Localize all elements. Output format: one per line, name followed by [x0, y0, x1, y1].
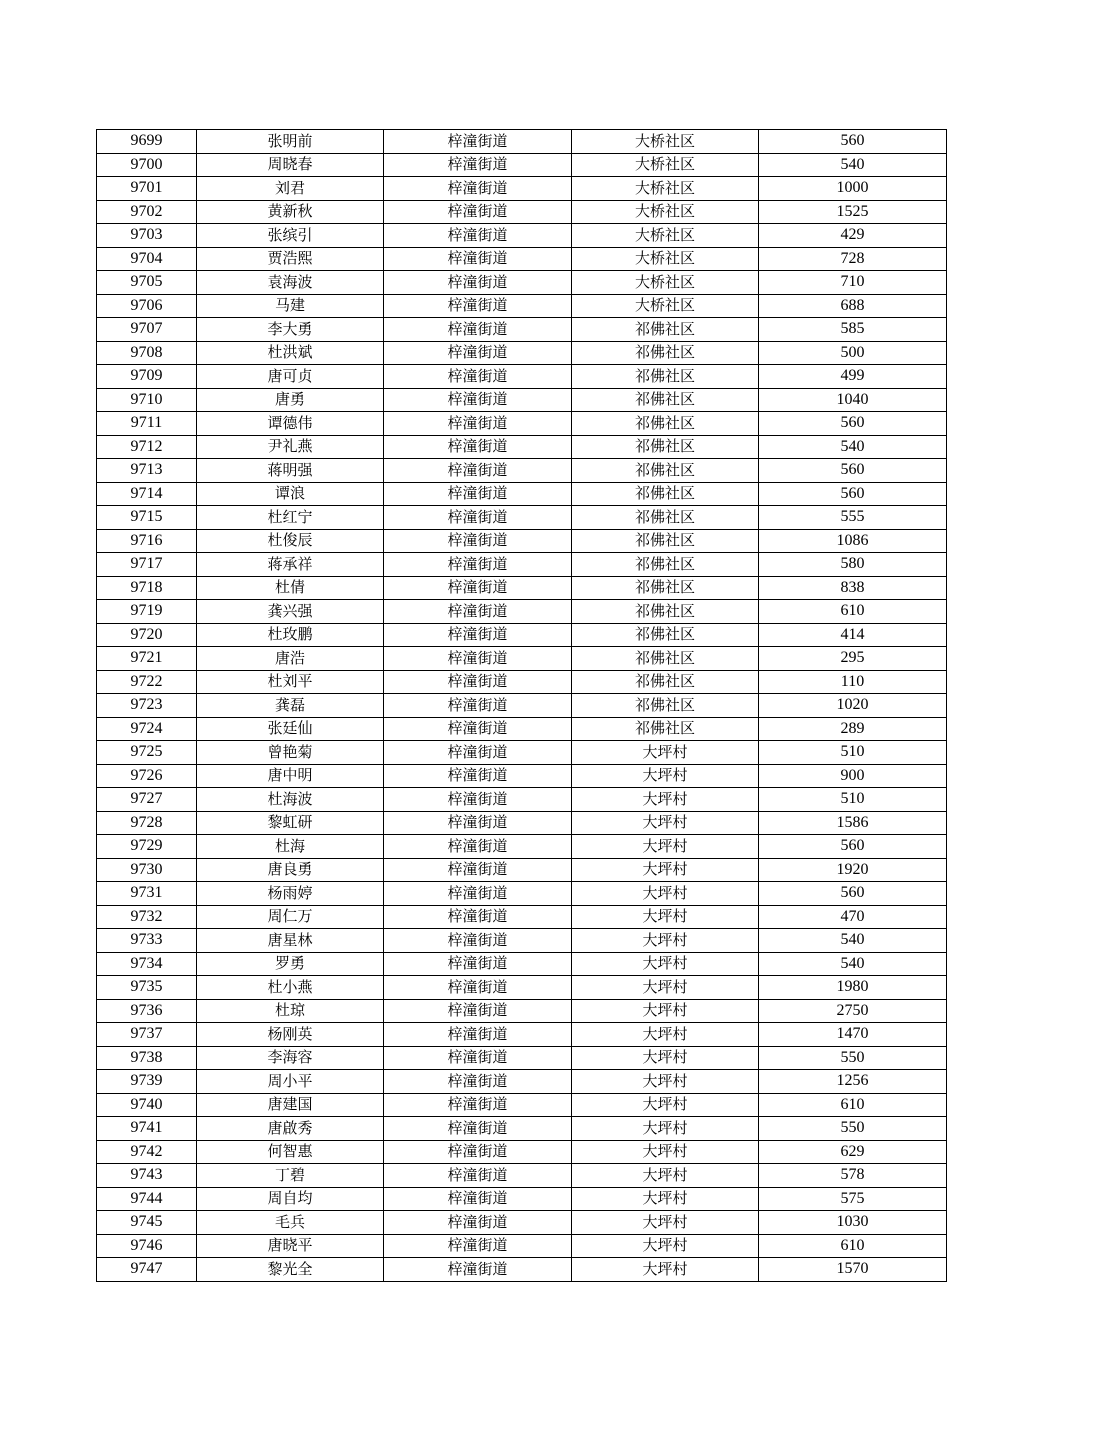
row-number-cell: 9731: [97, 882, 197, 906]
table-row: [97, 929, 947, 953]
row-number-cell: 9705: [97, 271, 197, 295]
data-table: [96, 129, 947, 1282]
street-cell: 梓潼街道: [384, 1093, 572, 1117]
table-row: [97, 905, 947, 929]
table-row: [97, 529, 947, 553]
street-cell: 梓潼街道: [384, 200, 572, 224]
street-cell: 梓潼街道: [384, 1234, 572, 1258]
community-cell: 大坪村: [572, 882, 759, 906]
table-row: [97, 788, 947, 812]
table-row: [97, 1258, 947, 1282]
street-cell: 梓潼街道: [384, 1258, 572, 1282]
street-cell: 梓潼街道: [384, 153, 572, 177]
name-cell: 蒋明强: [197, 459, 384, 483]
name-cell: 杜海波: [197, 788, 384, 812]
table-row: [97, 224, 947, 248]
name-cell: 张明前: [197, 130, 384, 154]
name-cell: 周仁万: [197, 905, 384, 929]
street-cell: 梓潼街道: [384, 1046, 572, 1070]
community-cell: 祁佛社区: [572, 576, 759, 600]
community-cell: 大坪村: [572, 858, 759, 882]
amount-cell: 560: [759, 835, 947, 859]
community-cell: 大坪村: [572, 1258, 759, 1282]
community-cell: 祁佛社区: [572, 412, 759, 436]
amount-cell: 540: [759, 929, 947, 953]
amount-cell: 578: [759, 1164, 947, 1188]
row-number-cell: 9728: [97, 811, 197, 835]
community-cell: 大桥社区: [572, 271, 759, 295]
amount-cell: 629: [759, 1140, 947, 1164]
amount-cell: 1040: [759, 388, 947, 412]
street-cell: 梓潼街道: [384, 882, 572, 906]
name-cell: 谭德伟: [197, 412, 384, 436]
amount-cell: 110: [759, 670, 947, 694]
name-cell: 唐可贞: [197, 365, 384, 389]
table-row: [97, 694, 947, 718]
amount-cell: 500: [759, 341, 947, 365]
name-cell: 唐建国: [197, 1093, 384, 1117]
amount-cell: 580: [759, 553, 947, 577]
amount-cell: 1086: [759, 529, 947, 553]
row-number-cell: 9735: [97, 976, 197, 1000]
community-cell: 大坪村: [572, 1164, 759, 1188]
row-number-cell: 9713: [97, 459, 197, 483]
community-cell: 祁佛社区: [572, 506, 759, 530]
table-row: [97, 1023, 947, 1047]
street-cell: 梓潼街道: [384, 811, 572, 835]
street-cell: 梓潼街道: [384, 647, 572, 671]
community-cell: 大坪村: [572, 1187, 759, 1211]
name-cell: 杜小燕: [197, 976, 384, 1000]
street-cell: 梓潼街道: [384, 1187, 572, 1211]
name-cell: 唐勇: [197, 388, 384, 412]
row-number-cell: 9730: [97, 858, 197, 882]
community-cell: 祁佛社区: [572, 482, 759, 506]
table-row: [97, 882, 947, 906]
community-cell: 大坪村: [572, 952, 759, 976]
name-cell: 杨雨婷: [197, 882, 384, 906]
name-cell: 黄新秋: [197, 200, 384, 224]
row-number-cell: 9733: [97, 929, 197, 953]
name-cell: 唐星林: [197, 929, 384, 953]
amount-cell: 289: [759, 717, 947, 741]
street-cell: 梓潼街道: [384, 318, 572, 342]
street-cell: 梓潼街道: [384, 294, 572, 318]
name-cell: 杜红宁: [197, 506, 384, 530]
table-row: [97, 717, 947, 741]
amount-cell: 575: [759, 1187, 947, 1211]
community-cell: 大桥社区: [572, 224, 759, 248]
street-cell: 梓潼街道: [384, 1211, 572, 1235]
street-cell: 梓潼街道: [384, 952, 572, 976]
community-cell: 祁佛社区: [572, 365, 759, 389]
community-cell: 祁佛社区: [572, 435, 759, 459]
community-cell: 大桥社区: [572, 247, 759, 271]
name-cell: 唐良勇: [197, 858, 384, 882]
table-row: [97, 764, 947, 788]
name-cell: 蒋承祥: [197, 553, 384, 577]
community-cell: 祁佛社区: [572, 717, 759, 741]
name-cell: 杜洪斌: [197, 341, 384, 365]
row-number-cell: 9736: [97, 999, 197, 1023]
table-row: [97, 553, 947, 577]
amount-cell: 2750: [759, 999, 947, 1023]
street-cell: 梓潼街道: [384, 999, 572, 1023]
row-number-cell: 9706: [97, 294, 197, 318]
table-row: [97, 482, 947, 506]
row-number-cell: 9707: [97, 318, 197, 342]
table-row: [97, 1187, 947, 1211]
street-cell: 梓潼街道: [384, 905, 572, 929]
street-cell: 梓潼街道: [384, 623, 572, 647]
community-cell: 祁佛社区: [572, 647, 759, 671]
amount-cell: 470: [759, 905, 947, 929]
row-number-cell: 9700: [97, 153, 197, 177]
row-number-cell: 9708: [97, 341, 197, 365]
amount-cell: 728: [759, 247, 947, 271]
table-row: [97, 576, 947, 600]
table-row: [97, 412, 947, 436]
name-cell: 张廷仙: [197, 717, 384, 741]
community-cell: 大坪村: [572, 1070, 759, 1094]
amount-cell: 540: [759, 952, 947, 976]
amount-cell: 585: [759, 318, 947, 342]
community-cell: 祁佛社区: [572, 670, 759, 694]
amount-cell: 414: [759, 623, 947, 647]
community-cell: 祁佛社区: [572, 341, 759, 365]
row-number-cell: 9719: [97, 600, 197, 624]
table-row: [97, 1211, 947, 1235]
row-number-cell: 9703: [97, 224, 197, 248]
street-cell: 梓潼街道: [384, 412, 572, 436]
amount-cell: 1586: [759, 811, 947, 835]
name-cell: 黎光全: [197, 1258, 384, 1282]
street-cell: 梓潼街道: [384, 835, 572, 859]
row-number-cell: 9704: [97, 247, 197, 271]
table-row: [97, 600, 947, 624]
row-number-cell: 9725: [97, 741, 197, 765]
name-cell: 谭浪: [197, 482, 384, 506]
row-number-cell: 9747: [97, 1258, 197, 1282]
community-cell: 祁佛社区: [572, 694, 759, 718]
row-number-cell: 9729: [97, 835, 197, 859]
name-cell: 唐浩: [197, 647, 384, 671]
street-cell: 梓潼街道: [384, 506, 572, 530]
amount-cell: 429: [759, 224, 947, 248]
amount-cell: 610: [759, 600, 947, 624]
street-cell: 梓潼街道: [384, 271, 572, 295]
community-cell: 大坪村: [572, 1117, 759, 1141]
name-cell: 罗勇: [197, 952, 384, 976]
community-cell: 大坪村: [572, 835, 759, 859]
row-number-cell: 9742: [97, 1140, 197, 1164]
name-cell: 周自均: [197, 1187, 384, 1211]
name-cell: 张缤引: [197, 224, 384, 248]
community-cell: 祁佛社区: [572, 459, 759, 483]
street-cell: 梓潼街道: [384, 459, 572, 483]
table-row: [97, 388, 947, 412]
row-number-cell: 9723: [97, 694, 197, 718]
community-cell: 大坪村: [572, 1023, 759, 1047]
community-cell: 大坪村: [572, 1211, 759, 1235]
amount-cell: 1470: [759, 1023, 947, 1047]
community-cell: 大坪村: [572, 1140, 759, 1164]
amount-cell: 610: [759, 1234, 947, 1258]
amount-cell: 560: [759, 412, 947, 436]
street-cell: 梓潼街道: [384, 435, 572, 459]
street-cell: 梓潼街道: [384, 130, 572, 154]
amount-cell: 688: [759, 294, 947, 318]
amount-cell: 560: [759, 130, 947, 154]
amount-cell: 510: [759, 741, 947, 765]
table-row: [97, 1234, 947, 1258]
row-number-cell: 9715: [97, 506, 197, 530]
community-cell: 祁佛社区: [572, 600, 759, 624]
street-cell: 梓潼街道: [384, 388, 572, 412]
name-cell: 李大勇: [197, 318, 384, 342]
community-cell: 大坪村: [572, 1046, 759, 1070]
community-cell: 祁佛社区: [572, 318, 759, 342]
amount-cell: 560: [759, 882, 947, 906]
name-cell: 毛兵: [197, 1211, 384, 1235]
table-row: [97, 952, 947, 976]
table-row: [97, 247, 947, 271]
name-cell: 龚兴强: [197, 600, 384, 624]
name-cell: 唐中明: [197, 764, 384, 788]
row-number-cell: 9712: [97, 435, 197, 459]
community-cell: 大坪村: [572, 788, 759, 812]
row-number-cell: 9721: [97, 647, 197, 671]
table-row: [97, 1117, 947, 1141]
street-cell: 梓潼街道: [384, 177, 572, 201]
community-cell: 祁佛社区: [572, 388, 759, 412]
row-number-cell: 9717: [97, 553, 197, 577]
street-cell: 梓潼街道: [384, 553, 572, 577]
table-body: [97, 130, 947, 1282]
row-number-cell: 9743: [97, 1164, 197, 1188]
amount-cell: 1525: [759, 200, 947, 224]
row-number-cell: 9714: [97, 482, 197, 506]
amount-cell: 1030: [759, 1211, 947, 1235]
name-cell: 李海容: [197, 1046, 384, 1070]
amount-cell: 838: [759, 576, 947, 600]
street-cell: 梓潼街道: [384, 976, 572, 1000]
name-cell: 刘君: [197, 177, 384, 201]
amount-cell: 540: [759, 435, 947, 459]
table-row: [97, 623, 947, 647]
row-number-cell: 9711: [97, 412, 197, 436]
table-row: [97, 294, 947, 318]
amount-cell: 560: [759, 459, 947, 483]
name-cell: 周晓春: [197, 153, 384, 177]
community-cell: 大桥社区: [572, 177, 759, 201]
table-row: [97, 153, 947, 177]
row-number-cell: 9724: [97, 717, 197, 741]
amount-cell: 1570: [759, 1258, 947, 1282]
street-cell: 梓潼街道: [384, 224, 572, 248]
amount-cell: 540: [759, 153, 947, 177]
street-cell: 梓潼街道: [384, 600, 572, 624]
table-row: [97, 835, 947, 859]
name-cell: 曾艳菊: [197, 741, 384, 765]
amount-cell: 710: [759, 271, 947, 295]
street-cell: 梓潼街道: [384, 670, 572, 694]
community-cell: 大坪村: [572, 811, 759, 835]
row-number-cell: 9734: [97, 952, 197, 976]
name-cell: 杜琼: [197, 999, 384, 1023]
street-cell: 梓潼街道: [384, 1164, 572, 1188]
community-cell: 大坪村: [572, 999, 759, 1023]
row-number-cell: 9710: [97, 388, 197, 412]
table-row: [97, 271, 947, 295]
name-cell: 杜玫鹏: [197, 623, 384, 647]
name-cell: 尹礼燕: [197, 435, 384, 459]
table-row: [97, 1164, 947, 1188]
name-cell: 袁海波: [197, 271, 384, 295]
row-number-cell: 9718: [97, 576, 197, 600]
community-cell: 大坪村: [572, 741, 759, 765]
amount-cell: 550: [759, 1117, 947, 1141]
name-cell: 唐晓平: [197, 1234, 384, 1258]
row-number-cell: 9738: [97, 1046, 197, 1070]
amount-cell: 510: [759, 788, 947, 812]
street-cell: 梓潼街道: [384, 741, 572, 765]
table-row: [97, 177, 947, 201]
row-number-cell: 9727: [97, 788, 197, 812]
table-row: [97, 858, 947, 882]
street-cell: 梓潼街道: [384, 482, 572, 506]
table-row: [97, 318, 947, 342]
amount-cell: 560: [759, 482, 947, 506]
table-row: [97, 647, 947, 671]
row-number-cell: 9701: [97, 177, 197, 201]
community-cell: 祁佛社区: [572, 553, 759, 577]
amount-cell: 610: [759, 1093, 947, 1117]
name-cell: 杜海: [197, 835, 384, 859]
street-cell: 梓潼街道: [384, 576, 572, 600]
street-cell: 梓潼街道: [384, 929, 572, 953]
street-cell: 梓潼街道: [384, 694, 572, 718]
amount-cell: 1020: [759, 694, 947, 718]
community-cell: 大桥社区: [572, 294, 759, 318]
name-cell: 龚磊: [197, 694, 384, 718]
street-cell: 梓潼街道: [384, 717, 572, 741]
name-cell: 杜俊辰: [197, 529, 384, 553]
row-number-cell: 9737: [97, 1023, 197, 1047]
community-cell: 大坪村: [572, 976, 759, 1000]
name-cell: 杜倩: [197, 576, 384, 600]
row-number-cell: 9741: [97, 1117, 197, 1141]
community-cell: 大坪村: [572, 905, 759, 929]
name-cell: 周小平: [197, 1070, 384, 1094]
row-number-cell: 9726: [97, 764, 197, 788]
row-number-cell: 9739: [97, 1070, 197, 1094]
row-number-cell: 9740: [97, 1093, 197, 1117]
amount-cell: 900: [759, 764, 947, 788]
table-row: [97, 435, 947, 459]
street-cell: 梓潼街道: [384, 1117, 572, 1141]
amount-cell: 555: [759, 506, 947, 530]
row-number-cell: 9722: [97, 670, 197, 694]
amount-cell: 550: [759, 1046, 947, 1070]
name-cell: 何智惠: [197, 1140, 384, 1164]
name-cell: 唐啟秀: [197, 1117, 384, 1141]
row-number-cell: 9745: [97, 1211, 197, 1235]
table-row: [97, 459, 947, 483]
community-cell: 大桥社区: [572, 130, 759, 154]
row-number-cell: 9702: [97, 200, 197, 224]
street-cell: 梓潼街道: [384, 341, 572, 365]
name-cell: 马建: [197, 294, 384, 318]
table-row: [97, 999, 947, 1023]
table-row: [97, 976, 947, 1000]
community-cell: 祁佛社区: [572, 529, 759, 553]
amount-cell: 1980: [759, 976, 947, 1000]
table-row: [97, 1093, 947, 1117]
table-row: [97, 670, 947, 694]
community-cell: 大坪村: [572, 929, 759, 953]
table-row: [97, 1070, 947, 1094]
name-cell: 丁碧: [197, 1164, 384, 1188]
table-row: [97, 365, 947, 389]
row-number-cell: 9709: [97, 365, 197, 389]
table-row: [97, 341, 947, 365]
table-row: [97, 811, 947, 835]
community-cell: 大桥社区: [572, 200, 759, 224]
street-cell: 梓潼街道: [384, 529, 572, 553]
street-cell: 梓潼街道: [384, 764, 572, 788]
street-cell: 梓潼街道: [384, 365, 572, 389]
street-cell: 梓潼街道: [384, 788, 572, 812]
community-cell: 大桥社区: [572, 153, 759, 177]
name-cell: 黎虹研: [197, 811, 384, 835]
community-cell: 祁佛社区: [572, 623, 759, 647]
table-row: [97, 741, 947, 765]
amount-cell: 295: [759, 647, 947, 671]
table-row: [97, 1046, 947, 1070]
community-cell: 大坪村: [572, 1234, 759, 1258]
community-cell: 大坪村: [572, 764, 759, 788]
street-cell: 梓潼街道: [384, 1023, 572, 1047]
name-cell: 贾浩熙: [197, 247, 384, 271]
community-cell: 大坪村: [572, 1093, 759, 1117]
street-cell: 梓潼街道: [384, 1070, 572, 1094]
row-number-cell: 9716: [97, 529, 197, 553]
row-number-cell: 9744: [97, 1187, 197, 1211]
amount-cell: 1920: [759, 858, 947, 882]
table-row: [97, 130, 947, 154]
table-row: [97, 506, 947, 530]
amount-cell: 499: [759, 365, 947, 389]
table-row: [97, 200, 947, 224]
row-number-cell: 9732: [97, 905, 197, 929]
name-cell: 杨刚英: [197, 1023, 384, 1047]
row-number-cell: 9699: [97, 130, 197, 154]
amount-cell: 1256: [759, 1070, 947, 1094]
name-cell: 杜刘平: [197, 670, 384, 694]
row-number-cell: 9746: [97, 1234, 197, 1258]
table-row: [97, 1140, 947, 1164]
row-number-cell: 9720: [97, 623, 197, 647]
street-cell: 梓潼街道: [384, 247, 572, 271]
amount-cell: 1000: [759, 177, 947, 201]
street-cell: 梓潼街道: [384, 858, 572, 882]
street-cell: 梓潼街道: [384, 1140, 572, 1164]
